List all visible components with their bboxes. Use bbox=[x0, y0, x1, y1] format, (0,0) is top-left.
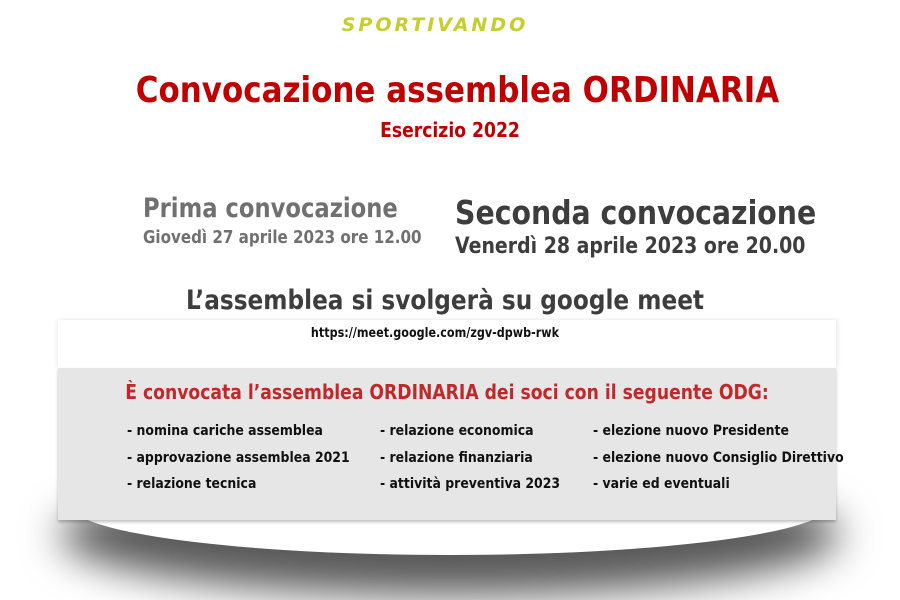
agenda-column-2 bbox=[380, 423, 560, 503]
agenda-item: - nomina cariche assemblea bbox=[127, 423, 323, 439]
first-call-date: Giovedì 27 aprile 2023 ore 12.00 bbox=[143, 227, 422, 248]
agenda-item: - elezione nuovo Consiglio Direttivo bbox=[593, 449, 844, 466]
second-call-date: Venerdì 28 aprile 2023 ore 20.00 bbox=[455, 234, 806, 259]
meeting-info: L’assemblea si svolgerà su google meet bbox=[185, 285, 705, 316]
agenda-column-1 bbox=[127, 423, 350, 503]
agenda-item: - relazione economica bbox=[380, 423, 534, 439]
first-call-heading: Prima convocazione bbox=[143, 193, 398, 224]
agenda-item: - elezione nuovo Presidente bbox=[593, 423, 789, 439]
agenda-item: - attività preventiva 2023 bbox=[380, 476, 561, 492]
second-call-heading: Seconda convocazione bbox=[455, 193, 817, 232]
agenda-item: - approvazione assemblea 2021 bbox=[127, 449, 350, 466]
agenda-item: - varie ed eventuali bbox=[593, 476, 730, 492]
page-subtitle: Esercizio 2022 bbox=[380, 118, 520, 142]
meeting-link[interactable]: https://meet.google.com/zgv-dpwb-rwk bbox=[310, 326, 560, 341]
agenda-item: - relazione tecnica bbox=[127, 476, 257, 492]
agenda-item: - relazione finanziaria bbox=[380, 449, 533, 466]
agenda-heading: È convocata l’assemblea ORDINARIA dei soci con il seguente ODG: bbox=[125, 380, 769, 404]
agenda-column-3 bbox=[593, 423, 844, 503]
brand-logo-text: SPORTIVANDO bbox=[341, 14, 529, 36]
page-title: Convocazione assemblea ORDINARIA bbox=[135, 70, 780, 111]
